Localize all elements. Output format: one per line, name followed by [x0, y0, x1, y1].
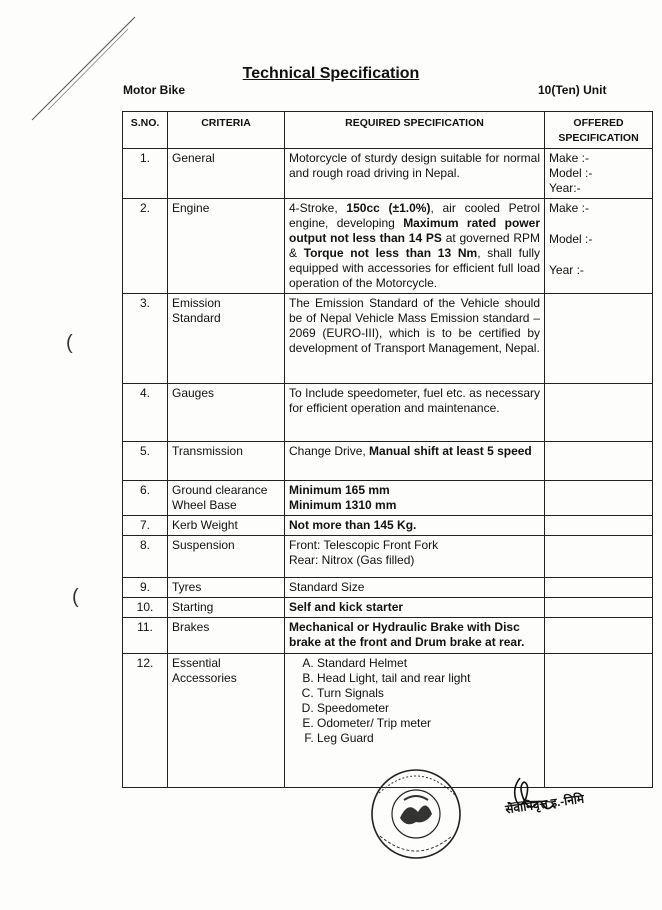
spec-text-bold: Manual shift at least 5 speed [369, 444, 532, 458]
row-sno: 4. [123, 384, 168, 442]
row-spec [285, 516, 545, 536]
row-criteria [168, 294, 285, 384]
offered-year: Year:- [549, 181, 581, 195]
criteria-text: Emission [172, 296, 221, 310]
criteria-text: Suspension [172, 538, 235, 552]
row-spec [285, 598, 545, 618]
signature-name-handwritten: सेवानिवृत्त इ.-निमि [504, 791, 585, 817]
row-spec: To Include speedometer, fuel etc. as necessary for efficient operation and maintenance. [285, 384, 545, 442]
row-offered [545, 578, 653, 598]
offered-make: Make :- [549, 151, 590, 165]
spec-text-bold: Not more than 145 Kg. [289, 518, 417, 532]
spec-text: Front: Telescopic Front Fork [289, 538, 439, 552]
table-row [123, 578, 653, 598]
specification-table [122, 111, 653, 788]
row-criteria [168, 442, 285, 481]
offered-model: Model :- [549, 166, 593, 180]
criteria-text: Brakes [172, 620, 210, 634]
row-offered [545, 199, 653, 294]
item-name: Motor Bike [123, 83, 186, 97]
row-sno: 11. [123, 618, 168, 654]
spec-text-bold: 150cc (±1.0%) [346, 201, 431, 215]
criteria-text: Essential [172, 656, 221, 670]
row-spec [285, 618, 545, 654]
spec-text: Rear: Nitrox (Gas filled) [289, 553, 415, 567]
spec-text-bold: Self and kick starter [289, 600, 404, 614]
spec-text-bold: Minimum 1310 mm [289, 498, 397, 512]
spec-text: Standard Size [289, 580, 365, 594]
row-sno: 12. [123, 654, 168, 788]
offered-year: Year :- [549, 263, 584, 277]
row-spec [285, 199, 545, 294]
row-spec [285, 481, 545, 516]
list-item: D. Speedometer [317, 701, 540, 716]
criteria-text: Kerb Weight [172, 518, 238, 532]
criteria-text: Engine [172, 201, 210, 215]
row-criteria [168, 598, 285, 618]
spec-text: , air cooled Petrol engine, developing [289, 201, 540, 230]
row-criteria [168, 618, 285, 654]
table-row [123, 598, 653, 618]
row-criteria [168, 149, 285, 199]
row-sno: 3. [123, 294, 168, 384]
row-spec: The Emission Standard of the Vehicle should be of Nepal Vehicle Mass Emission standard –2069 (EURO-III), which is to be certified by development of Transport Management, Nepal. [285, 294, 545, 384]
list-item: F. Leg Guard [317, 731, 540, 746]
spec-text: 4-Stroke, [289, 201, 347, 215]
header-sno: S.NO. [123, 112, 168, 149]
row-criteria [168, 384, 285, 442]
row-offered [545, 598, 653, 618]
criteria-text: Wheel Base [172, 498, 237, 512]
document-title: Technical Specification [242, 65, 420, 82]
spec-text: , shall fully equipped with accessories for efficient full load operation of the Motorcycle. [289, 246, 540, 290]
row-sno: 1. [123, 149, 168, 199]
row-criteria [168, 536, 285, 578]
row-sno: 7. [123, 516, 168, 536]
criteria-text: Starting [172, 600, 214, 614]
row-offered [545, 149, 653, 199]
row-criteria [168, 199, 285, 294]
hole-punch-mark: ( [72, 586, 79, 608]
table-row [123, 516, 653, 536]
row-offered [545, 516, 653, 536]
header-offered-spec: OFFERED SPECIFICATION [545, 112, 653, 149]
row-sno: 5. [123, 442, 168, 481]
header-required-spec: REQUIRED SPECIFICATION [285, 112, 545, 149]
item-quantity: 10(Ten) Unit [538, 83, 607, 97]
table-row [123, 536, 653, 578]
row-offered [545, 618, 653, 654]
official-stamp-seal [360, 766, 472, 866]
criteria-text: Standard [172, 311, 221, 325]
list-item: E. Odometer/ Trip meter [317, 716, 540, 731]
row-offered [545, 384, 653, 442]
list-item: B. Head Light, tail and rear light [317, 671, 540, 686]
row-spec [285, 442, 545, 481]
table-row [123, 481, 653, 516]
header-criteria: CRITERIA [168, 112, 285, 149]
spec-text-bold: Minimum 165 mm [289, 483, 390, 497]
row-sno: 2. [123, 199, 168, 294]
row-spec: Motorcycle of sturdy design suitable for normal and rough road driving in Nepal. [285, 149, 545, 199]
table-row [123, 199, 653, 294]
row-spec [285, 536, 545, 578]
offered-make: Make :- [549, 201, 590, 215]
spec-text-bold: Torque not less than 13 Nm [303, 246, 478, 260]
row-offered [545, 294, 653, 384]
row-sno: 10. [123, 598, 168, 618]
row-criteria [168, 654, 285, 788]
criteria-text: General [172, 151, 215, 165]
row-sno: 9. [123, 578, 168, 598]
row-criteria [168, 516, 285, 536]
row-offered [545, 654, 653, 788]
list-item: C. Turn Signals [317, 686, 540, 701]
row-sno: 6. [123, 481, 168, 516]
row-spec [285, 578, 545, 598]
hole-punch-mark: ( [66, 332, 73, 354]
criteria-text: Tyres [172, 580, 202, 594]
row-sno: 8. [123, 536, 168, 578]
row-criteria [168, 578, 285, 598]
criteria-text: Gauges [172, 386, 215, 400]
criteria-text: Transmission [172, 444, 243, 458]
accessories-list [289, 656, 540, 746]
table-row [123, 149, 653, 199]
spec-text-bold: Mechanical or Hydraulic Brake with Disc brake at the front and Drum brake at rear. [289, 620, 525, 649]
spec-text-bold: Maximum rated power output not less than 14 PS [289, 216, 540, 245]
spec-text: Change Drive, [289, 444, 370, 458]
row-offered [545, 536, 653, 578]
table-row [123, 442, 653, 481]
criteria-text: Accessories [172, 671, 237, 685]
row-offered [545, 442, 653, 481]
offered-model: Model :- [549, 232, 593, 246]
table-row [123, 294, 653, 384]
list-item: A. Standard Helmet [317, 656, 540, 671]
row-criteria [168, 481, 285, 516]
criteria-text: Ground clearance [172, 483, 268, 497]
row-offered [545, 481, 653, 516]
spec-text: at governed RPM & [289, 231, 540, 260]
table-row [123, 618, 653, 654]
table-row [123, 384, 653, 442]
